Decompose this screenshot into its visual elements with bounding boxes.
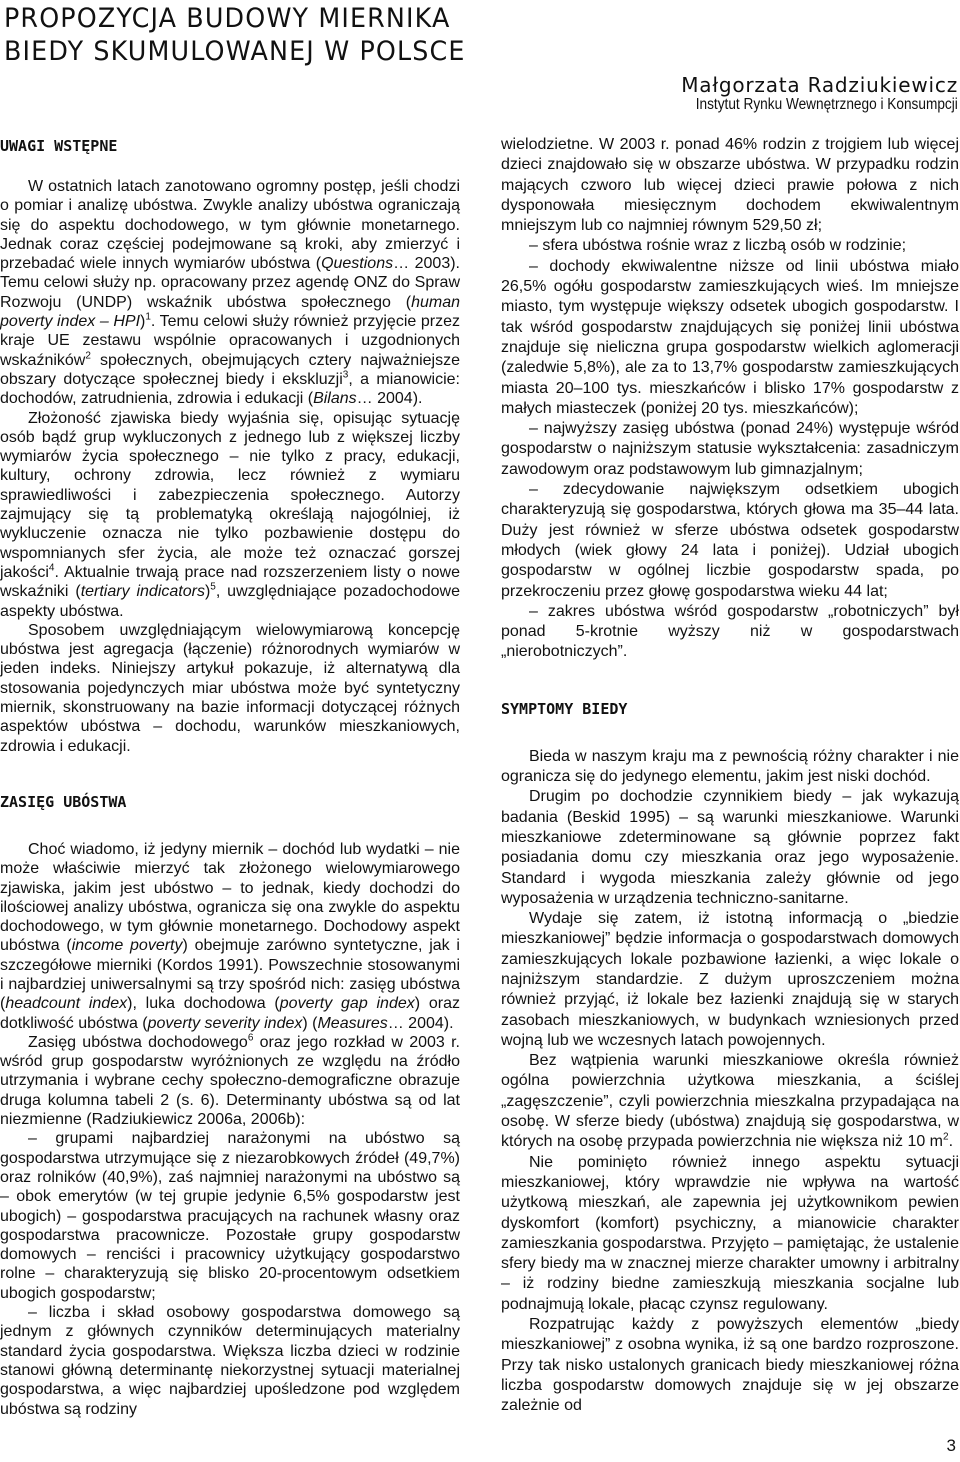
- paragraph: Zasięg ubóstwa dochodowego$^6$ oraz jego rozkład w 2003 r. wśród grup gospodarstw wyróżnionych ze względu na źródło utrzymania i wybrane cechy społeczno-demograficzne obrazuje druga kolumna tabeli 2 (s. 6). Determinanty ubóstwa są od lat niezmienne (Radziukiewicz 2006a, 2006b):: [0, 1032, 460, 1129]
- author-affiliation: Instytut Rynku Wewnętrznego i Konsumpcji: [695, 96, 958, 113]
- list-item: – dochody ekwiwalentne niższe od linii ubóstwa miało 26,5% ogółu gospodarstw zamieszkujących wieś. Im mniejsze miasto, tym występuje większy odsetek ubogich gospodarstw. I tak wśród gospodarstw znajdujących się poniżej linii ubóstwa znajduje się nieliczna grupa gospodarstw wielkich aglomeracji (zaledwie 5,8%), ale za to 13,7% gospodarstw zamieszkujących miasta 20–100 tys. mieszkańców i blisko 17% gospodarstw z małych miasteczek (poniżej 20 tys. mieszkańców);: [501, 257, 959, 417]
- list-item: – zakres ubóstwa wśród gospodarstw „robotniczych” był ponad 5-krotnie wyższy niż w gospodarstwach „nierobotniczych”.: [501, 602, 959, 661]
- list-item: – liczba i skład osobowy gospodarstwa domowego są jednym z głównych czynników determinujących materialny standard życia gospodarstwa. Większa liczba dzieci w rodzinie stanowi główną determinantę niekorzystnej sytuacji materialnej gospodarstwa, a więc najbardziej upośledzone pod względem ubóstwa są rodziny: [0, 1304, 460, 1418]
- paragraph: Nie pominięto również innego aspektu sytuacji mieszkaniowej, który wprawdzie nie wpływa na wartość użytkową mieszkań, ale zapewnia jej użytkownikom pewien dyskomfort (komfort) psychiczny, a mianowicie charakter zamieszkania gospodarstwa. Przyjęto – pamiętając, że ustalenie sfery biedy ma w znacznej mierze charakter umowny i arbitralny – iż rodziny biedne zamieszkują mieszkania socjalne lub podnajmują lokale, płacąc czynsz regulowany.: [501, 1153, 959, 1313]
- right-column: [501, 135, 959, 1417]
- article-title: [4, 2, 530, 68]
- page-number: 3: [946, 1436, 956, 1455]
- paragraph: Sposobem uwzględniającym wielowymiarową koncepcję ubóstwa jest agregacja (łączenie) różnorodnych wymiarów w jeden indeks. Niniejszy artykuł pokazuje, iż alternatywą dla stosowania pojedynczych miar ubóstwa może być syntetyczny miernik, skonstruowany na bazie informacji dotyczącej różnych aspektów ubóstwa – dochodu, warunków mieszkaniowych, zdrowia i edukacji.: [0, 621, 460, 755]
- section-heading-zasieg: ZASIĘG UBÓSTWA: [0, 792, 127, 811]
- paragraph: Drugim po dochodzie czynnikiem biedy – jak wykazują badania (Beskid 1995) – są warunki mieszkaniowe. Warunki mieszkaniowe zdeterminowane są głównie poprzez fakt posiadania domu czy mieszkania oraz jego wyposażenie. Standard i wygoda mieszkania zależy głównie od jego wyposażenia w urządzenia techniczno-sanitarne.: [501, 788, 959, 907]
- paragraph: Rozpatrując każdy z powyższych elementów „biedy mieszkaniowej” z osobna wynika, iż są one bardzo rozproszone. Przy tak nisko ustalonych granicach biedy mieszkaniowej różna liczba gospodarstw domowych znajduje się w jej obszarze zależnie od: [501, 1316, 959, 1415]
- paragraph: Złożoność zjawiska biedy wyjaśnia się, opisując sytuację osób bądź grup wykluczonych z jednego lub z większej liczby wymiarów życia społecznego – nie tylko z pracy, edukacji, kultury, ochrony zdrowia, lecz również z wymiaru sprawiedliwości i zabezpieczenia społecznego. Autorzy zajmujący się tą problematyką określają najogólniej, iż wykluczenie oznacza nie tylko pozbawienie dostępu do wspomnianych sfer życia, ale może też oznaczać gorszej jakości$^4$. Aktualnie trwają prace nad rozszerzeniem listy o nowe wskaźniki (tertiary indicators)$^5$, uwzględniające pozadochodowe aspekty ubóstwa.: [0, 409, 461, 620]
- title-line-1: PROPOZYCJA BUDOWY MIERNIKA: [4, 3, 451, 34]
- paragraph: Bieda w naszym kraju ma z pewnością różny charakter i nie ogranicza się do jedynego elementu, jakim jest niski dochód.: [501, 747, 959, 786]
- author-name: Małgorzata Radziukiewicz: [681, 73, 958, 97]
- paragraph: wielodzietne. W 2003 r. ponad 46% rodzin z trojgiem lub więcej dzieci znajdowało się w obszarze ubóstwa. W przypadku rodzin mających czworo lub więcej dzieci prawie połowa z nich dysponowała miesięcznym dochodem ekwiwalentnym mniejszym lub co najmniej równym 529,50 zł;: [501, 136, 959, 235]
- paragraph: Wydaje się zatem, iż istotną informacją o „biedzie mieszkaniowej” będzie informacja o gospodarstwach domowych zamieszkujących lokale pozbawione łazienki, a więc lokale o najniższym standardzie. Z dużym uproszczeniem można również przyjąć, iż lokale bez łazienki znajdują się w starych zasobach mieszkaniowych, w budynkach wzniesionych przed wojną lub we wczesnych latach powojennych.: [501, 910, 959, 1049]
- paragraph: Choć wiadomo, iż jedyny miernik – dochód lub wydatki – nie może właściwie mierzyć tak złożonego wielowymiarowego zjawiska, jakim jest ubóstwo – to jednak, kiedy dochodzi do ilościowej analizy ubóstwa, ogranicza się ona zwykle do aspektu dochodowego, w tym głównie monetarnego. Dochodowy aspekt ubóstwa (income poverty) obejmuje zarówno syntetyczne, jak i szczegółowe mierniki (Kordos 1991). Powszechnie stosowanymi i najbardziej uniwersalnymi są trzy spośród nich: zasięg ubóstwa (headcount index), luka dochodowa (poverty gap index) oraz dotkliwość ubóstwa (poverty severity index) (Measures… 2004).: [0, 840, 460, 1032]
- paragraph: W ostatnich latach zanotowano ogromny postęp, jeśli chodzi o pomiar i analizę ubóstwa. Zwykle analizy ubóstwa ograniczają się do aspektu dochodowego, w tym głównie monetarnego. Jednak coraz częściej podejmowane są kroki, aby zmierzyć i przebadać wiele innych wymiarów ubóstwa (Questions… 2003). Temu celowi służy np. opracowany przez agendę ONZ do Spraw Rozwoju (UNDP) wskaźnik ubóstwa społecznego (human poverty index – HPI)$^1$. Temu celowi służy również przyjęcie przez kraje UE zestawu wspólnie opracowanych i uzgodnionych wskaźników$^2$ społecznych, obejmujących cztery najważniejsze obszary dotyczące społecznej biedy i ekskluzji$^3$, a mianowicie: dochodów, zatrudnienia, zdrowia i edukacji (Bilans… 2004).: [0, 178, 460, 408]
- list-item: – sfera ubóstwa rośnie wraz z liczbą osób w rodzinie;: [529, 237, 907, 255]
- left-column: [0, 135, 460, 1419]
- list-item: – najwyższy zasięg ubóstwa (ponad 24%) występuje wśród gospodarstw o najniższym statusie wykształcenia: zasadniczym zawodowym oraz podstawowym lub gimnazjalnym;: [501, 420, 959, 478]
- section-heading-symptomy: SYMPTOMY BIEDY: [501, 699, 628, 718]
- paragraph: Bez wątpienia warunki mieszkaniowe określa również ogólna powierzchnia użytkowa mieszkania, a ściślej „zagęszczenie”, czyli powierzchnia mieszkalna przypadająca na osobę. W sferze biedy (ubóstwa) znajdują się gospodarstwa, w których na osobę przypada powierzchnia nie większa niż 10 $m^2$.: [501, 1052, 959, 1151]
- section-heading-uwagi: UWAGI WSTĘPNE: [0, 137, 118, 155]
- list-item: – grupami najbardziej narażonymi na ubóstwo są gospodarstwa utrzymujące się z niezarobkowych źródeł (49,7%) oraz rolników (40,9%), zaś najmniej narażonymi na ubóstwo są – obok emerytów (w tej grupie jedynie 6,5% gospodarstw jest ubogich) – gospodarstwa pracujących na rachunek własny oraz gospodarstwa pracownicze. Pozostałe grupy gospodarstw domowych – renciści i pracownicy użytkujący gospodarstwo rolne – charakteryzują się blisko 20-procentowym odsetkiem ubogich gospodarstw;: [0, 1130, 460, 1302]
- title-line-2: BIEDY SKUMULOWANEJ W POLSCE: [4, 36, 466, 67]
- list-item: – zdecydowanie największym odsetkiem ubogich charakteryzują się gospodarstwa, których głowa ma 35–44 lata. Duży jest również w sferze ubóstwa odsetek gospodarstw młodych (wiek głowy 24 lata i poniżej). Udział ubogich gospodarstw w ogólnej liczbie gospodarstw spada, po przekroczeniu przez głowę gospodarstwa wieku 44 lat;: [501, 481, 959, 600]
